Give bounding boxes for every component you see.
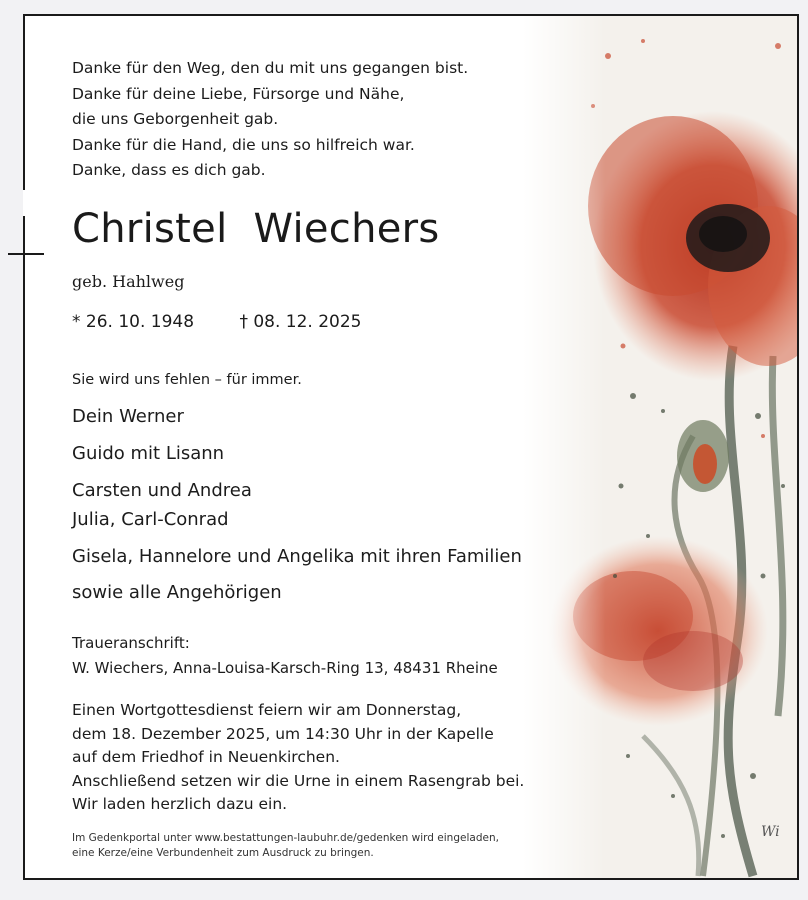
cross-horizontal-bar bbox=[8, 253, 44, 255]
artist-signature: Wi bbox=[761, 824, 780, 840]
deceased-name: Christel Wiechers bbox=[72, 206, 440, 252]
life-dates bbox=[72, 312, 362, 332]
service-line: Einen Wortgottesdienst feiern wir am Donnerstag, bbox=[72, 701, 462, 719]
service-line: Wir laden herzlich dazu ein. bbox=[72, 795, 288, 813]
death-date: † 08. 12. 2025 bbox=[239, 312, 362, 332]
service-line: auf dem Friedhof in Neuenkirchen. bbox=[72, 748, 340, 766]
service-line: dem 18. Dezember 2025, um 14:30 Uhr in der Kapelle bbox=[72, 724, 494, 743]
poem-line: Danke für die Hand, die uns so hilfreich war. bbox=[72, 135, 415, 154]
cross-vertical-bar bbox=[23, 216, 25, 376]
family-member: Dein Werner bbox=[72, 406, 184, 427]
poppy-watercolor-illustration bbox=[523, 16, 797, 878]
mourning-address bbox=[72, 631, 498, 681]
address-label: Traueranschrift: bbox=[72, 634, 190, 652]
family-member: Gisela, Hannelore und Angelika mit ihren Familien bbox=[72, 546, 522, 567]
birth-date: * 26. 10. 1948 bbox=[72, 312, 195, 332]
obituary-card bbox=[23, 14, 799, 880]
service-line: Anschließend setzen wir die Urne in einem Rasengrab bei. bbox=[72, 771, 525, 790]
family-member: Julia, Carl-Conrad bbox=[72, 509, 229, 530]
footer-line: Im Gedenkportal unter www.bestattungen-laubuhr.de/gedenken wird eingeladen, bbox=[72, 832, 499, 844]
poem-line: Danke für deine Liebe, Fürsorge und Nähe, bbox=[72, 84, 405, 103]
poem-line: Danke, dass es dich gab. bbox=[72, 161, 266, 179]
poem-line: die uns Geborgenheit gab. bbox=[72, 110, 279, 128]
address-line: W. Wiechers, Anna-Louisa-Karsch-Ring 13, 48431 Rheine bbox=[72, 659, 498, 677]
poem-line: Danke für den Weg, den du mit uns gegangen bist. bbox=[72, 59, 469, 77]
family-member: sowie alle Angehörigen bbox=[72, 582, 282, 603]
footer-note bbox=[72, 831, 499, 861]
missed-line: Sie wird uns fehlen – für immer. bbox=[72, 372, 302, 388]
left-border-top bbox=[23, 14, 25, 190]
family-member: Carsten und Andrea bbox=[72, 480, 252, 501]
birth-name: geb. Hahlweg bbox=[72, 272, 185, 291]
family-member: Guido mit Lisann bbox=[72, 443, 225, 464]
footer-line: eine Kerze/eine Verbundenheit zum Ausdruck zu bringen. bbox=[72, 847, 374, 859]
left-border-bottom bbox=[23, 288, 25, 878]
service-info bbox=[72, 699, 524, 817]
poem bbox=[72, 56, 468, 184]
